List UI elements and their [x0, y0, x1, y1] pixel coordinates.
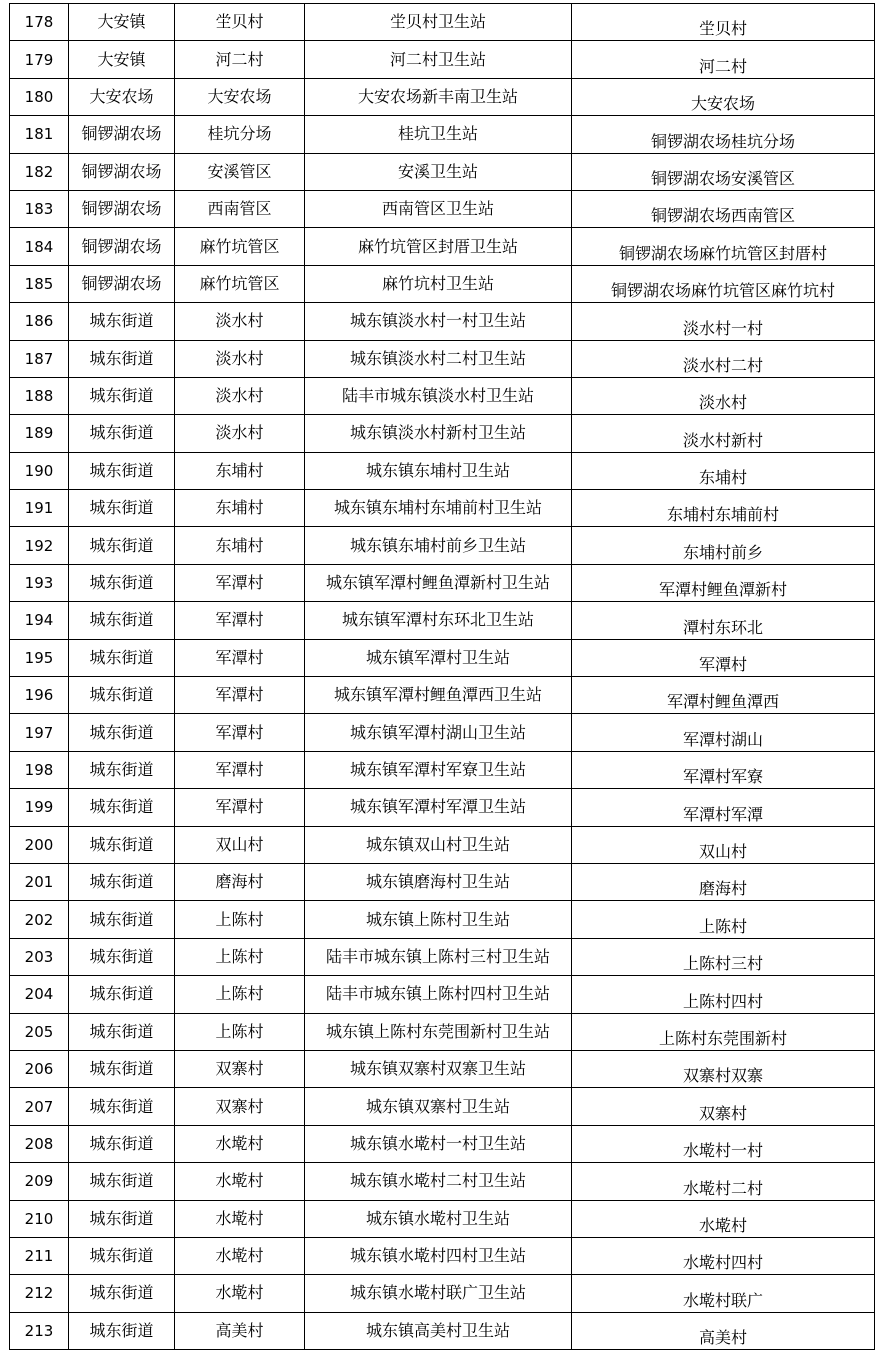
cell-village: 军潭村 [175, 564, 305, 601]
cell-number: 190 [10, 452, 69, 489]
cell-village: 东埔村 [175, 452, 305, 489]
cell-town: 城东街道 [69, 714, 175, 751]
table-row [10, 228, 875, 265]
cell-number: 187 [10, 340, 69, 377]
cell-number: 204 [10, 976, 69, 1013]
cell-clinic-name: 城东镇军潭村湖山卫生站 [305, 714, 572, 751]
table-row [10, 1088, 875, 1125]
cell-number: 179 [10, 41, 69, 78]
cell-station-location: 河二村 [572, 41, 875, 78]
cell-station-location: 潭村东环北 [572, 602, 875, 639]
cell-town: 城东街道 [69, 1312, 175, 1349]
table-row [10, 938, 875, 975]
cell-village: 军潭村 [175, 677, 305, 714]
cell-number: 196 [10, 677, 69, 714]
cell-number: 198 [10, 751, 69, 788]
cell-town: 城东街道 [69, 826, 175, 863]
cell-town: 城东街道 [69, 901, 175, 938]
cell-station-location: 淡水村一村 [572, 303, 875, 340]
cell-number: 208 [10, 1125, 69, 1162]
table-row [10, 4, 875, 41]
table-row [10, 901, 875, 938]
cell-number: 195 [10, 639, 69, 676]
cell-clinic-name: 城东镇淡水村一村卫生站 [305, 303, 572, 340]
cell-clinic-name: 城东镇军潭村鲤鱼潭新村卫生站 [305, 564, 572, 601]
cell-clinic-name: 麻竹坑村卫生站 [305, 265, 572, 302]
cell-station-location: 上陈村东莞围新村 [572, 1013, 875, 1050]
table-row [10, 1125, 875, 1162]
cell-number: 182 [10, 153, 69, 190]
cell-clinic-name: 城东镇淡水村新村卫生站 [305, 415, 572, 452]
cell-clinic-name: 城东镇双寨村双寨卫生站 [305, 1050, 572, 1087]
cell-station-location: 双山村 [572, 826, 875, 863]
table-container [9, 3, 875, 1350]
table-row [10, 1200, 875, 1237]
table-row [10, 863, 875, 900]
table-row [10, 265, 875, 302]
cell-clinic-name: 城东镇上陈村东莞围新村卫生站 [305, 1013, 572, 1050]
table-row [10, 1013, 875, 1050]
cell-clinic-name: 城东镇东埔村卫生站 [305, 452, 572, 489]
cell-clinic-name: 西南管区卫生站 [305, 190, 572, 227]
table-row [10, 1312, 875, 1349]
cell-clinic-name: 陆丰市城东镇上陈村三村卫生站 [305, 938, 572, 975]
clinic-table [9, 3, 875, 1350]
cell-village: 淡水村 [175, 340, 305, 377]
cell-village: 军潭村 [175, 639, 305, 676]
cell-town: 城东街道 [69, 1125, 175, 1162]
cell-town: 城东街道 [69, 863, 175, 900]
cell-station-location: 水墘村 [572, 1200, 875, 1237]
cell-station-location: 东埔村前乡 [572, 527, 875, 564]
cell-clinic-name: 城东镇水墘村卫生站 [305, 1200, 572, 1237]
cell-clinic-name: 城东镇军潭村鲤鱼潭西卫生站 [305, 677, 572, 714]
cell-clinic-name: 陆丰市城东镇上陈村四村卫生站 [305, 976, 572, 1013]
cell-number: 205 [10, 1013, 69, 1050]
cell-number: 213 [10, 1312, 69, 1349]
table-row [10, 452, 875, 489]
cell-station-location: 坣贝村 [572, 4, 875, 41]
cell-station-location: 东埔村 [572, 452, 875, 489]
cell-clinic-name: 城东镇东埔村前乡卫生站 [305, 527, 572, 564]
cell-station-location: 军潭村军潭 [572, 789, 875, 826]
table-row [10, 490, 875, 527]
cell-station-location: 上陈村四村 [572, 976, 875, 1013]
cell-station-location: 军潭村湖山 [572, 714, 875, 751]
cell-clinic-name: 城东镇双山村卫生站 [305, 826, 572, 863]
cell-town: 铜锣湖农场 [69, 153, 175, 190]
table-row [10, 602, 875, 639]
cell-village: 军潭村 [175, 751, 305, 788]
cell-station-location: 铜锣湖农场安溪管区 [572, 153, 875, 190]
cell-station-location: 高美村 [572, 1312, 875, 1349]
cell-station-location: 上陈村三村 [572, 938, 875, 975]
table-row [10, 751, 875, 788]
cell-number: 188 [10, 377, 69, 414]
cell-number: 202 [10, 901, 69, 938]
cell-number: 199 [10, 789, 69, 826]
cell-village: 坣贝村 [175, 4, 305, 41]
cell-village: 淡水村 [175, 377, 305, 414]
table-row [10, 116, 875, 153]
cell-station-location: 军潭村军寮 [572, 751, 875, 788]
cell-town: 城东街道 [69, 415, 175, 452]
cell-number: 211 [10, 1237, 69, 1274]
cell-clinic-name: 麻竹坑管区封厝卫生站 [305, 228, 572, 265]
table-row [10, 41, 875, 78]
cell-village: 水墘村 [175, 1275, 305, 1312]
cell-number: 210 [10, 1200, 69, 1237]
cell-clinic-name: 河二村卫生站 [305, 41, 572, 78]
cell-town: 城东街道 [69, 1050, 175, 1087]
cell-clinic-name: 城东镇双寨村卫生站 [305, 1088, 572, 1125]
cell-station-location: 双寨村双寨 [572, 1050, 875, 1087]
cell-number: 183 [10, 190, 69, 227]
cell-clinic-name: 桂坑卫生站 [305, 116, 572, 153]
cell-station-location: 淡水村二村 [572, 340, 875, 377]
cell-village: 军潭村 [175, 789, 305, 826]
cell-town: 城东街道 [69, 639, 175, 676]
table-row [10, 789, 875, 826]
cell-town: 城东街道 [69, 1237, 175, 1274]
cell-town: 城东街道 [69, 976, 175, 1013]
table-row [10, 527, 875, 564]
cell-number: 209 [10, 1163, 69, 1200]
cell-village: 水墘村 [175, 1163, 305, 1200]
cell-station-location: 淡水村 [572, 377, 875, 414]
cell-town: 城东街道 [69, 377, 175, 414]
cell-number: 200 [10, 826, 69, 863]
table-body [10, 4, 875, 1350]
cell-clinic-name: 城东镇水墘村联广卫生站 [305, 1275, 572, 1312]
cell-number: 185 [10, 265, 69, 302]
cell-station-location: 淡水村新村 [572, 415, 875, 452]
cell-number: 191 [10, 490, 69, 527]
cell-village: 桂坑分场 [175, 116, 305, 153]
cell-town: 大安镇 [69, 4, 175, 41]
cell-number: 178 [10, 4, 69, 41]
cell-station-location: 铜锣湖农场麻竹坑管区封厝村 [572, 228, 875, 265]
cell-village: 水墘村 [175, 1237, 305, 1274]
cell-number: 212 [10, 1275, 69, 1312]
cell-station-location: 磨海村 [572, 863, 875, 900]
cell-station-location: 铜锣湖农场麻竹坑管区麻竹坑村 [572, 265, 875, 302]
table-row [10, 415, 875, 452]
cell-clinic-name: 大安农场新丰南卫生站 [305, 78, 572, 115]
cell-number: 192 [10, 527, 69, 564]
cell-number: 181 [10, 116, 69, 153]
cell-clinic-name: 城东镇高美村卫生站 [305, 1312, 572, 1349]
cell-station-location: 军潭村鲤鱼潭新村 [572, 564, 875, 601]
cell-village: 上陈村 [175, 938, 305, 975]
cell-station-location: 水墘村二村 [572, 1163, 875, 1200]
table-row [10, 1237, 875, 1274]
table-row [10, 1163, 875, 1200]
table-row [10, 826, 875, 863]
cell-town: 城东街道 [69, 602, 175, 639]
cell-clinic-name: 城东镇军潭村卫生站 [305, 639, 572, 676]
cell-town: 城东街道 [69, 789, 175, 826]
cell-town: 城东街道 [69, 1275, 175, 1312]
table-row [10, 1050, 875, 1087]
cell-town: 铜锣湖农场 [69, 265, 175, 302]
cell-village: 高美村 [175, 1312, 305, 1349]
cell-town: 铜锣湖农场 [69, 190, 175, 227]
cell-town: 大安镇 [69, 41, 175, 78]
cell-village: 麻竹坑管区 [175, 228, 305, 265]
cell-number: 207 [10, 1088, 69, 1125]
cell-village: 军潭村 [175, 602, 305, 639]
cell-clinic-name: 城东镇东埔村东埔前村卫生站 [305, 490, 572, 527]
cell-number: 197 [10, 714, 69, 751]
cell-number: 206 [10, 1050, 69, 1087]
cell-town: 城东街道 [69, 1200, 175, 1237]
cell-town: 城东街道 [69, 751, 175, 788]
cell-town: 城东街道 [69, 1013, 175, 1050]
cell-clinic-name: 城东镇军潭村军潭卫生站 [305, 789, 572, 826]
cell-station-location: 双寨村 [572, 1088, 875, 1125]
table-row [10, 340, 875, 377]
cell-number: 189 [10, 415, 69, 452]
cell-clinic-name: 陆丰市城东镇淡水村卫生站 [305, 377, 572, 414]
table-row [10, 564, 875, 601]
cell-village: 水墘村 [175, 1125, 305, 1162]
cell-village: 上陈村 [175, 1013, 305, 1050]
table-row [10, 190, 875, 227]
cell-town: 城东街道 [69, 303, 175, 340]
cell-station-location: 上陈村 [572, 901, 875, 938]
cell-clinic-name: 城东镇磨海村卫生站 [305, 863, 572, 900]
cell-town: 城东街道 [69, 340, 175, 377]
cell-village: 上陈村 [175, 901, 305, 938]
cell-number: 203 [10, 938, 69, 975]
cell-station-location: 大安农场 [572, 78, 875, 115]
cell-clinic-name: 城东镇水墘村一村卫生站 [305, 1125, 572, 1162]
table-row [10, 303, 875, 340]
table-row [10, 153, 875, 190]
cell-clinic-name: 城东镇军潭村军寮卫生站 [305, 751, 572, 788]
table-row [10, 677, 875, 714]
cell-town: 铜锣湖农场 [69, 228, 175, 265]
cell-town: 铜锣湖农场 [69, 116, 175, 153]
cell-station-location: 铜锣湖农场西南管区 [572, 190, 875, 227]
cell-village: 双山村 [175, 826, 305, 863]
cell-village: 军潭村 [175, 714, 305, 751]
cell-village: 西南管区 [175, 190, 305, 227]
table-row [10, 976, 875, 1013]
table-row [10, 639, 875, 676]
cell-town: 城东街道 [69, 677, 175, 714]
cell-station-location: 铜锣湖农场桂坑分场 [572, 116, 875, 153]
table-row [10, 78, 875, 115]
cell-village: 淡水村 [175, 415, 305, 452]
cell-number: 186 [10, 303, 69, 340]
cell-town: 城东街道 [69, 938, 175, 975]
cell-number: 201 [10, 863, 69, 900]
cell-clinic-name: 坣贝村卫生站 [305, 4, 572, 41]
cell-station-location: 军潭村 [572, 639, 875, 676]
table-row [10, 377, 875, 414]
cell-station-location: 水墘村四村 [572, 1237, 875, 1274]
cell-village: 东埔村 [175, 527, 305, 564]
cell-clinic-name: 安溪卫生站 [305, 153, 572, 190]
cell-station-location: 军潭村鲤鱼潭西 [572, 677, 875, 714]
cell-clinic-name: 城东镇水墘村四村卫生站 [305, 1237, 572, 1274]
cell-village: 麻竹坑管区 [175, 265, 305, 302]
cell-village: 水墘村 [175, 1200, 305, 1237]
cell-clinic-name: 城东镇上陈村卫生站 [305, 901, 572, 938]
cell-number: 184 [10, 228, 69, 265]
cell-village: 双寨村 [175, 1050, 305, 1087]
cell-station-location: 水墘村联广 [572, 1275, 875, 1312]
cell-village: 安溪管区 [175, 153, 305, 190]
cell-village: 淡水村 [175, 303, 305, 340]
cell-village: 大安农场 [175, 78, 305, 115]
table-row [10, 714, 875, 751]
cell-village: 磨海村 [175, 863, 305, 900]
cell-town: 城东街道 [69, 1088, 175, 1125]
cell-village: 东埔村 [175, 490, 305, 527]
cell-town: 城东街道 [69, 452, 175, 489]
cell-clinic-name: 城东镇淡水村二村卫生站 [305, 340, 572, 377]
cell-village: 河二村 [175, 41, 305, 78]
cell-village: 双寨村 [175, 1088, 305, 1125]
cell-town: 城东街道 [69, 1163, 175, 1200]
cell-town: 城东街道 [69, 490, 175, 527]
cell-town: 大安农场 [69, 78, 175, 115]
cell-town: 城东街道 [69, 564, 175, 601]
cell-clinic-name: 城东镇军潭村东环北卫生站 [305, 602, 572, 639]
cell-number: 194 [10, 602, 69, 639]
table-row [10, 1275, 875, 1312]
cell-clinic-name: 城东镇水墘村二村卫生站 [305, 1163, 572, 1200]
cell-number: 180 [10, 78, 69, 115]
cell-town: 城东街道 [69, 527, 175, 564]
cell-village: 上陈村 [175, 976, 305, 1013]
cell-station-location: 东埔村东埔前村 [572, 490, 875, 527]
cell-number: 193 [10, 564, 69, 601]
cell-station-location: 水墘村一村 [572, 1125, 875, 1162]
